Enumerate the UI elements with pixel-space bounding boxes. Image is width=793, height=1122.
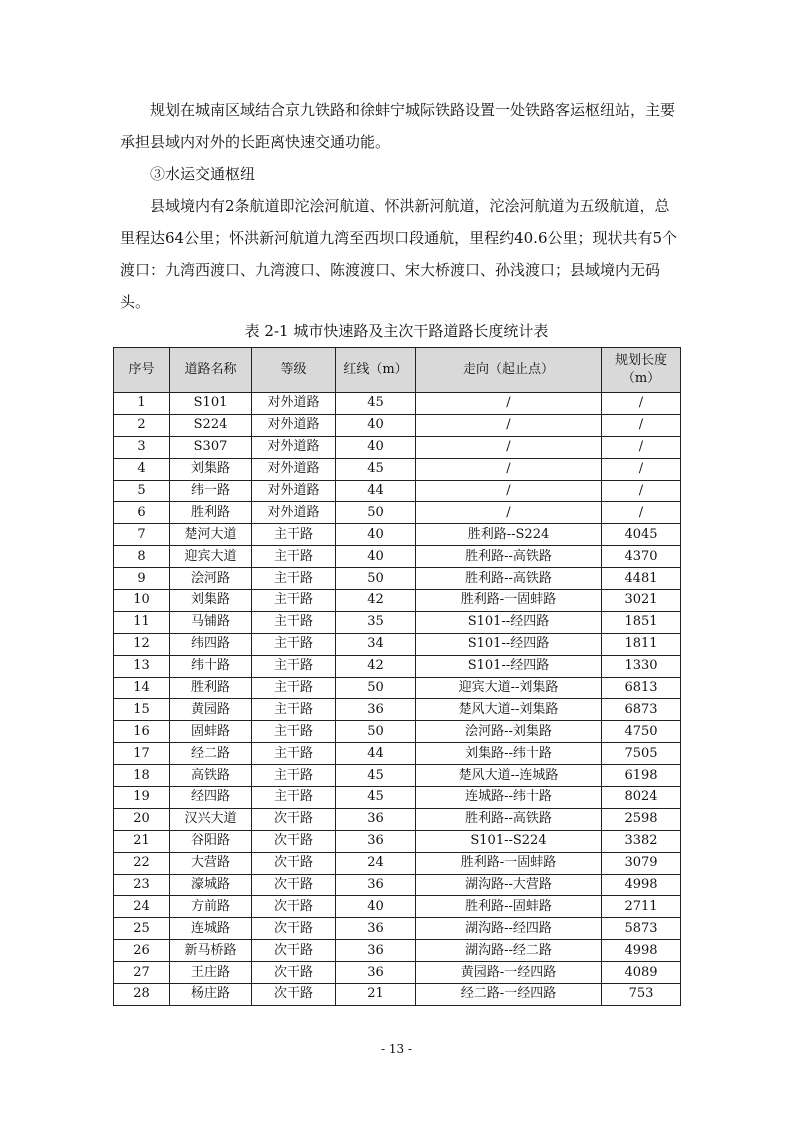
cell-red-line: 36 <box>336 874 416 896</box>
header-planned-length <box>602 348 681 393</box>
header-index: 序号 <box>114 348 170 393</box>
cell-index: 25 <box>114 918 170 940</box>
cell-red-line: 44 <box>336 480 416 502</box>
cell-road-name: 杨庄路 <box>170 984 252 1006</box>
cell-road-name: 大营路 <box>170 852 252 874</box>
cell-road-name: 马铺路 <box>170 611 252 633</box>
cell-direction: 黄园路-一经四路 <box>416 962 602 984</box>
cell-red-line: 45 <box>336 458 416 480</box>
cell-road-name: 胜利路 <box>170 677 252 699</box>
section-heading-water-transport: ③水运交通枢纽 <box>150 165 256 183</box>
table-row <box>114 830 681 852</box>
cell-red-line: 45 <box>336 787 416 809</box>
cell-planned-length: 3382 <box>602 830 681 852</box>
cell-road-name: 濠城路 <box>170 874 252 896</box>
cell-grade: 对外道路 <box>252 502 336 524</box>
cell-road-name: S101 <box>170 393 252 415</box>
table-row <box>114 765 681 787</box>
cell-planned-length: 753 <box>602 984 681 1006</box>
cell-planned-length: / <box>602 458 681 480</box>
cell-index: 7 <box>114 524 170 546</box>
cell-planned-length: 4481 <box>602 568 681 590</box>
cell-grade: 次干路 <box>252 918 336 940</box>
cell-grade: 次干路 <box>252 874 336 896</box>
cell-road-name: 经四路 <box>170 787 252 809</box>
cell-red-line: 36 <box>336 918 416 940</box>
header-red-line-text: 红线（m） <box>343 362 408 377</box>
cell-index: 24 <box>114 896 170 918</box>
cell-planned-length: / <box>602 502 681 524</box>
cell-grade: 主干路 <box>252 721 336 743</box>
cell-index: 5 <box>114 480 170 502</box>
cell-road-name: 新马桥路 <box>170 940 252 962</box>
cell-planned-length: / <box>602 393 681 415</box>
cell-red-line: 40 <box>336 896 416 918</box>
table-row <box>114 655 681 677</box>
table-row <box>114 940 681 962</box>
cell-road-name: 高铁路 <box>170 765 252 787</box>
cell-planned-length: / <box>602 414 681 436</box>
cell-direction: 经二路-一经四路 <box>416 984 602 1006</box>
cell-direction: 胜利路--高铁路 <box>416 568 602 590</box>
cell-road-name: 固蚌路 <box>170 721 252 743</box>
cell-road-name: 经二路 <box>170 743 252 765</box>
cell-red-line: 21 <box>336 984 416 1006</box>
table-row <box>114 808 681 830</box>
cell-grade: 次干路 <box>252 984 336 1006</box>
cell-direction: S101--经四路 <box>416 611 602 633</box>
cell-planned-length: 4750 <box>602 721 681 743</box>
cell-direction: S101--经四路 <box>416 633 602 655</box>
table-row <box>114 896 681 918</box>
cell-red-line: 50 <box>336 677 416 699</box>
cell-red-line: 50 <box>336 502 416 524</box>
cell-grade: 对外道路 <box>252 393 336 415</box>
cell-red-line: 45 <box>336 393 416 415</box>
cell-index: 11 <box>114 611 170 633</box>
cell-grade: 主干路 <box>252 743 336 765</box>
cell-road-name: 谷阳路 <box>170 830 252 852</box>
cell-direction: 湖沟路--经四路 <box>416 918 602 940</box>
header-grade: 等级 <box>252 348 336 393</box>
cell-planned-length: 2598 <box>602 808 681 830</box>
cell-red-line: 40 <box>336 524 416 546</box>
cell-index: 28 <box>114 984 170 1006</box>
cell-planned-length: 1811 <box>602 633 681 655</box>
cell-index: 9 <box>114 568 170 590</box>
header-planned-length-text: 规划长度（m） <box>614 353 667 386</box>
cell-grade: 对外道路 <box>252 458 336 480</box>
cell-red-line: 44 <box>336 743 416 765</box>
cell-direction: / <box>416 414 602 436</box>
cell-road-name: 楚河大道 <box>170 524 252 546</box>
cell-road-name: 迎宾大道 <box>170 546 252 568</box>
cell-grade: 主干路 <box>252 787 336 809</box>
cell-road-name: S307 <box>170 436 252 458</box>
cell-red-line: 42 <box>336 590 416 612</box>
cell-index: 12 <box>114 633 170 655</box>
cell-planned-length: 5873 <box>602 918 681 940</box>
cell-road-name: 王庄路 <box>170 962 252 984</box>
paragraph-rail-hub: 规划在城南区域结合京九铁路和徐蚌宁城际铁路设置一处铁路客运枢纽站，主要承担县域内对外的长距离快速交通功能。 <box>120 101 676 151</box>
table-row <box>114 414 681 436</box>
table-row <box>114 699 681 721</box>
cell-road-name: 黄园路 <box>170 699 252 721</box>
table-row <box>114 984 681 1006</box>
cell-road-name: 刘集路 <box>170 458 252 480</box>
table-row <box>114 590 681 612</box>
cell-red-line: 36 <box>336 808 416 830</box>
cell-index: 23 <box>114 874 170 896</box>
cell-direction: 胜利路--高铁路 <box>416 808 602 830</box>
cell-planned-length: 4045 <box>602 524 681 546</box>
cell-grade: 主干路 <box>252 546 336 568</box>
cell-direction: 浍河路--刘集路 <box>416 721 602 743</box>
cell-index: 19 <box>114 787 170 809</box>
cell-grade: 主干路 <box>252 611 336 633</box>
cell-planned-length: 3079 <box>602 852 681 874</box>
cell-red-line: 50 <box>336 721 416 743</box>
cell-index: 10 <box>114 590 170 612</box>
cell-index: 6 <box>114 502 170 524</box>
cell-direction: / <box>416 480 602 502</box>
cell-road-name: 连城路 <box>170 918 252 940</box>
cell-grade: 对外道路 <box>252 414 336 436</box>
cell-grade: 主干路 <box>252 633 336 655</box>
cell-road-name: 方前路 <box>170 896 252 918</box>
cell-direction: / <box>416 436 602 458</box>
cell-planned-length: 8024 <box>602 787 681 809</box>
table-body <box>114 393 681 1006</box>
cell-grade: 主干路 <box>252 655 336 677</box>
table-row <box>114 546 681 568</box>
cell-red-line: 50 <box>336 568 416 590</box>
cell-grade: 主干路 <box>252 590 336 612</box>
cell-direction: S101--经四路 <box>416 655 602 677</box>
table-row <box>114 502 681 524</box>
cell-index: 27 <box>114 962 170 984</box>
table-header-row <box>114 348 681 393</box>
table-row <box>114 633 681 655</box>
table-row <box>114 677 681 699</box>
table-row <box>114 458 681 480</box>
table-row <box>114 611 681 633</box>
table-caption: 表 2-1 城市快速路及主次干路道路长度统计表 <box>244 322 549 340</box>
cell-grade: 次干路 <box>252 852 336 874</box>
cell-direction: 胜利路--S224 <box>416 524 602 546</box>
table-row <box>114 721 681 743</box>
cell-grade: 对外道路 <box>252 480 336 502</box>
table-row <box>114 393 681 415</box>
cell-direction: 胜利路-一固蚌路 <box>416 852 602 874</box>
table-row <box>114 436 681 458</box>
cell-direction: 刘集路--纬十路 <box>416 743 602 765</box>
header-road-name: 道路名称 <box>170 348 252 393</box>
cell-red-line: 45 <box>336 765 416 787</box>
cell-index: 17 <box>114 743 170 765</box>
cell-road-name: 刘集路 <box>170 590 252 612</box>
cell-road-name: 纬四路 <box>170 633 252 655</box>
cell-grade: 次干路 <box>252 808 336 830</box>
cell-index: 1 <box>114 393 170 415</box>
cell-red-line: 40 <box>336 546 416 568</box>
cell-grade: 主干路 <box>252 765 336 787</box>
cell-index: 8 <box>114 546 170 568</box>
cell-planned-length: 4998 <box>602 940 681 962</box>
cell-planned-length: 4089 <box>602 962 681 984</box>
cell-direction: 迎宾大道--刘集路 <box>416 677 602 699</box>
table-row <box>114 852 681 874</box>
cell-planned-length: / <box>602 480 681 502</box>
cell-red-line: 36 <box>336 830 416 852</box>
cell-direction: 湖沟路--经二路 <box>416 940 602 962</box>
table-row <box>114 568 681 590</box>
cell-direction: 楚风大道--连城路 <box>416 765 602 787</box>
cell-index: 20 <box>114 808 170 830</box>
table-row <box>114 874 681 896</box>
cell-direction: S101--S224 <box>416 830 602 852</box>
cell-planned-length: 6873 <box>602 699 681 721</box>
cell-grade: 对外道路 <box>252 436 336 458</box>
cell-red-line: 40 <box>336 436 416 458</box>
cell-direction: 胜利路--高铁路 <box>416 546 602 568</box>
cell-direction: 楚风大道--刘集路 <box>416 699 602 721</box>
cell-index: 2 <box>114 414 170 436</box>
cell-planned-length: 7505 <box>602 743 681 765</box>
cell-direction: / <box>416 458 602 480</box>
cell-road-name: 浍河路 <box>170 568 252 590</box>
road-length-table <box>113 347 681 1006</box>
table-row <box>114 743 681 765</box>
cell-index: 26 <box>114 940 170 962</box>
cell-index: 3 <box>114 436 170 458</box>
cell-direction: / <box>416 393 602 415</box>
cell-planned-length: 6198 <box>602 765 681 787</box>
cell-grade: 主干路 <box>252 677 336 699</box>
cell-planned-length: 6813 <box>602 677 681 699</box>
cell-road-name: 汉兴大道 <box>170 808 252 830</box>
cell-grade: 次干路 <box>252 962 336 984</box>
cell-road-name: S224 <box>170 414 252 436</box>
cell-index: 18 <box>114 765 170 787</box>
cell-direction: 连城路--纬十路 <box>416 787 602 809</box>
cell-planned-length: 2711 <box>602 896 681 918</box>
cell-red-line: 24 <box>336 852 416 874</box>
cell-index: 14 <box>114 677 170 699</box>
cell-direction: 湖沟路--大营路 <box>416 874 602 896</box>
cell-red-line: 40 <box>336 414 416 436</box>
cell-index: 21 <box>114 830 170 852</box>
table-row <box>114 962 681 984</box>
cell-planned-length: / <box>602 436 681 458</box>
cell-direction: 胜利路--固蚌路 <box>416 896 602 918</box>
cell-index: 22 <box>114 852 170 874</box>
paragraph-waterways: 县域境内有2条航道即沱浍河航道、怀洪新河航道，沱浍河航道为五级航道，总里程达64公里；怀洪新河航道九湾至西坝口段通航，里程约40.6公里；现状共有5个渡口：九湾西渡口、九湾渡口、陈渡渡口、宋大桥渡口、孙浅渡口；县域境内无码头。 <box>120 197 678 311</box>
table-row <box>114 480 681 502</box>
cell-planned-length: 1851 <box>602 611 681 633</box>
cell-red-line: 34 <box>336 633 416 655</box>
cell-index: 16 <box>114 721 170 743</box>
cell-planned-length: 4370 <box>602 546 681 568</box>
header-direction: 走向（起止点） <box>416 348 602 393</box>
cell-grade: 次干路 <box>252 896 336 918</box>
cell-grade: 主干路 <box>252 524 336 546</box>
cell-grade: 次干路 <box>252 940 336 962</box>
cell-grade: 主干路 <box>252 699 336 721</box>
table-row <box>114 524 681 546</box>
cell-index: 15 <box>114 699 170 721</box>
cell-road-name: 纬一路 <box>170 480 252 502</box>
table-row <box>114 787 681 809</box>
header-red-line <box>336 348 416 393</box>
cell-road-name: 胜利路 <box>170 502 252 524</box>
page-number: - 13 - <box>380 1042 412 1056</box>
cell-direction: / <box>416 502 602 524</box>
cell-red-line: 36 <box>336 699 416 721</box>
cell-index: 4 <box>114 458 170 480</box>
cell-red-line: 36 <box>336 962 416 984</box>
cell-planned-length: 3021 <box>602 590 681 612</box>
cell-grade: 主干路 <box>252 568 336 590</box>
cell-planned-length: 1330 <box>602 655 681 677</box>
cell-road-name: 纬十路 <box>170 655 252 677</box>
cell-grade: 次干路 <box>252 830 336 852</box>
table-row <box>114 918 681 940</box>
cell-red-line: 42 <box>336 655 416 677</box>
cell-red-line: 36 <box>336 940 416 962</box>
cell-direction: 胜利路-一固蚌路 <box>416 590 602 612</box>
cell-red-line: 35 <box>336 611 416 633</box>
cell-planned-length: 4998 <box>602 874 681 896</box>
cell-index: 13 <box>114 655 170 677</box>
